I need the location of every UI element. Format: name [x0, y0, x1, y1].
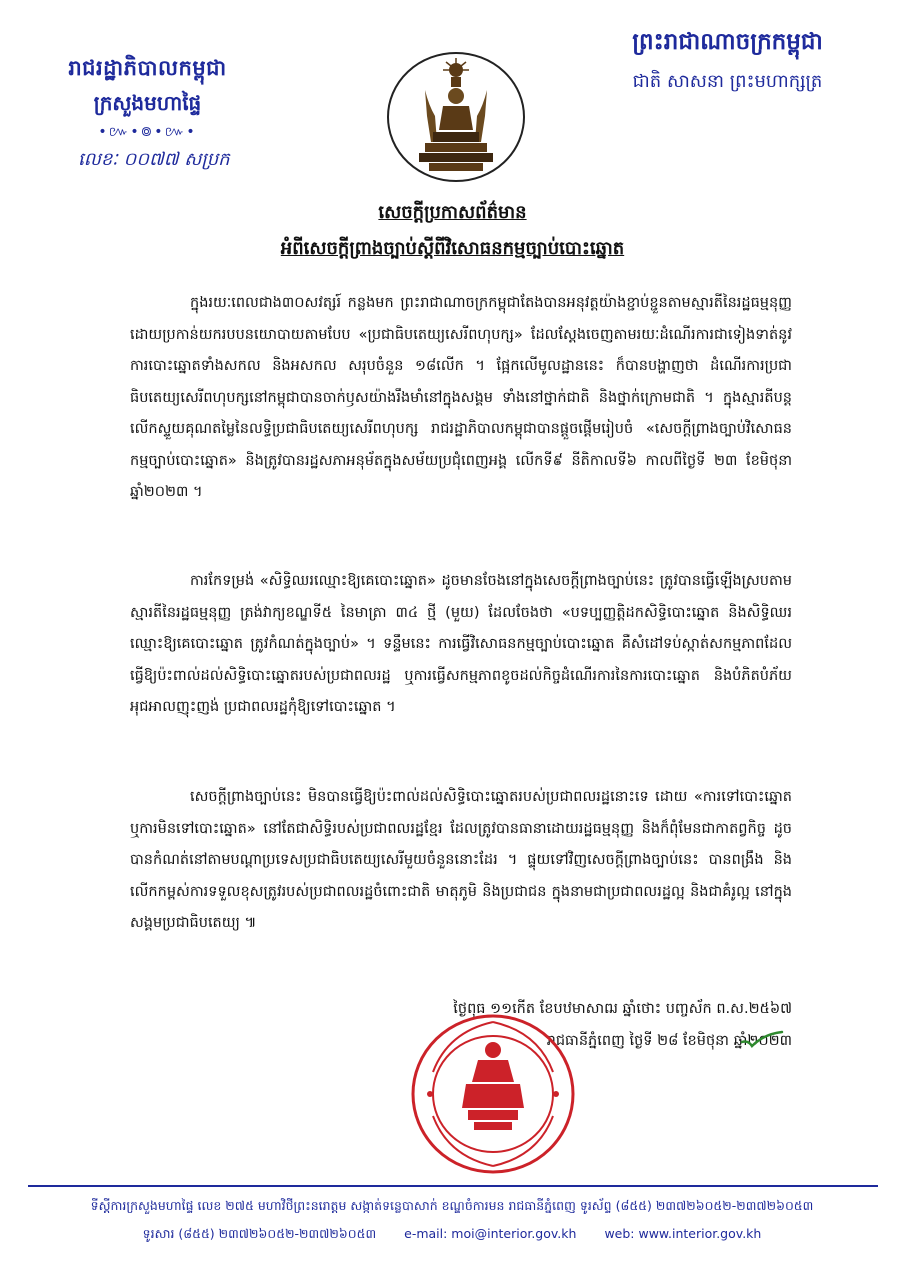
ministry-header	[40, 55, 255, 174]
kingdom-header	[585, 28, 870, 96]
document-title: សេចក្ដីប្រកាសព័ត៌មាន	[378, 202, 527, 223]
ornament-divider: •៚•៙•៚•	[98, 124, 197, 140]
official-seal-icon	[408, 1012, 578, 1177]
lunar-date: ថ្ងៃពុធ ១១កើត ខែបឋមាសាឍ ឆ្នាំថោះ បញ្ចស័ក ព.ស.២៥៦៧	[453, 1001, 792, 1017]
paragraph-3-text: សេចក្ដីព្រាងច្បាប់នេះ មិនបានធ្វើឱ្យប៉ះពាល់ដល់សិទ្ធិបោះឆ្នោតរបស់ប្រជាពលរដ្ឋនោះទេ ដោយ «ការទៅបោះឆ្នោត ឬការមិនទៅបោះឆ្នោត» នៅតែជាសិទ្ធិរបស់ប្រជាពលរដ្ឋខ្មែរ ដែលត្រូវបានធានាដោយរដ្ឋធម្មនុញ្ញ និងក៏ពុំមែនជាកាតព្វកិច្ច ដូចបានកំណត់នៅតាមបណ្ដាប្រទេសប្រជាធិបតេយ្យសេរីមួយចំនួននោះដែរ ។ ផ្ទុយទៅវិញសេចក្ដីព្រាងច្បាប់នេះ បានពង្រឹង និងលើកកម្ពស់ការទទួលខុសត្រូវរបស់ប្រជាពលរដ្ឋចំពោះជាតិ មាតុភូមិ និងប្រជាជន ក្នុងនាមជាប្រជាពលរដ្ឋល្អ និងជាគំរូល្អ នៅក្នុងសង្គមប្រជាធិបតេយ្យ ៕	[130, 789, 792, 931]
footer-address: ទីស្ដីការក្រសួងមហាផ្ទៃ លេខ ២៧៥ មហាវិថីព្រះនរោត្តម សង្កាត់ទន្លេបាសាក់ ខណ្ឌចំការមន រាជធានីភ្នំពេញ ទូរស័ព្ទ (៨៥៥) ២៣៧២៦០៥២-២៣៧២៦០៥៣	[90, 1198, 814, 1213]
reference-number: លេខៈ ០០៧៧ សប្រក	[78, 149, 230, 170]
footer-fax: ទូរសារ (៨៥៥) ២៣៧២៦០៥២-២៣៧២៦០៥៣	[142, 1226, 377, 1241]
paragraph-1-text: ក្នុងរយៈពេលជាង៣០សវត្សរ៍ កន្លងមក ព្រះរាជាណាចក្រកម្ពុជាតែងបានអនុវត្តយ៉ាងខ្ជាប់ខ្ជួនតាមស្មារតីនៃរដ្ឋធម្មនុញ្ញ ដោយប្រកាន់យករបបនយោបាយតាមបែប «ប្រជាធិបតេយ្យសេរីពហុបក្ស» ដែលស្ដែងចេញតាមរយៈដំណើរការជាទៀងទាត់នូវការបោះឆ្នោតទាំងសកល និងអសកល សរុបចំនួន ១៨លើក ។ ផ្អែកលើមូលដ្ឋាននេះ ក៏បានបង្ហាញថា ដំណើរការប្រជាធិបតេយ្យសេរីពហុបក្សនៅកម្ពុជាបានចាក់ឫសយ៉ាងរឹងមាំនៅក្នុងសង្គម ទាំងនៅថ្នាក់ជាតិ និងថ្នាក់ក្រោមជាតិ ។ ក្នុងស្មារតីបន្តលើកស្ទួយគុណតម្លៃនៃលទ្ធិប្រជាធិបតេយ្យសេរីពហុបក្ស រាជរដ្ឋាភិបាលកម្ពុជាបានផ្ដួចផ្ដើមរៀបចំ «សេចក្ដីព្រាងច្បាប់វិសោធនកម្មច្បាប់បោះឆ្នោត» និងត្រូវបានរដ្ឋសភាអនុម័តក្នុងសម័យប្រជុំពេញអង្គ លើកទី៩ នីតិកាលទី៦ កាលពីថ្ងៃទី ២៣ ខែមិថុនា ឆ្នាំ២០២៣ ។	[130, 295, 792, 500]
national-motto: ជាតិ សាសនា ព្រះមហាក្សត្រ	[632, 71, 823, 92]
paragraph-3	[130, 782, 792, 940]
paragraph-1	[130, 288, 792, 509]
paragraph-2	[130, 566, 792, 724]
footer-email[interactable]: e-mail: moi@interior.gov.kh	[404, 1226, 577, 1241]
kingdom-name: ព្រះរាជាណាចក្រកម្ពុជា	[632, 29, 823, 55]
royal-emblem-icon	[385, 50, 527, 185]
document-subtitle: អំពីសេចក្ដីព្រាងច្បាប់ស្ដីពីវិសោធនកម្មច្បាប់បោះឆ្នោត	[280, 238, 625, 259]
solar-date: រាជធានីភ្នំពេញ ថ្ងៃទី ២៨ ខែមិថុនា ឆ្នាំ២០២៣	[546, 1033, 792, 1049]
ministry-name: ក្រសួងមហាផ្ទៃ	[93, 91, 202, 115]
footer-contact	[22, 1226, 882, 1245]
paragraph-2-text: ការកែទម្រង់ «សិទ្ធិឈរឈ្មោះឱ្យគេបោះឆ្នោត» ដូចមានចែងនៅក្នុងសេចក្ដីព្រាងច្បាប់នេះ ត្រូវបានធ្វើឡើងស្របតាមស្មារតីនៃរដ្ឋធម្មនុញ្ញ ត្រង់វាក្យខណ្ឌទី៥ នៃមាត្រា ៣៤ ថ្មី (មួយ) ដែលចែងថា «បទប្បញ្ញត្តិដកសិទ្ធិបោះឆ្នោត និងសិទ្ធិឈរឈ្មោះឱ្យគេបោះឆ្នោត ត្រូវកំណត់ក្នុងច្បាប់» ។ ទន្ទឹមនេះ ការធ្វើវិសោធនកម្មច្បាប់បោះឆ្នោត គឺសំដៅទប់ស្កាត់សកម្មភាពដែលធ្វើឱ្យប៉ះពាល់ដល់សិទ្ធិបោះឆ្នោតរបស់ប្រជាពលរដ្ឋ ឬការធ្វើសកម្មភាពខូចដល់កិច្ចដំណើរការនៃការបោះឆ្នោត និងបំភិតបំភ័យ អុជអាលញុះញង់ ប្រជាពលរដ្ឋកុំឱ្យទៅបោះឆ្នោត ។	[130, 573, 792, 715]
footer-website[interactable]: web: www.interior.gov.kh	[604, 1226, 762, 1241]
check-mark-icon	[740, 1030, 784, 1050]
government-name: រាជរដ្ឋាភិបាលកម្ពុជា	[68, 56, 227, 80]
footer-divider	[28, 1185, 878, 1187]
